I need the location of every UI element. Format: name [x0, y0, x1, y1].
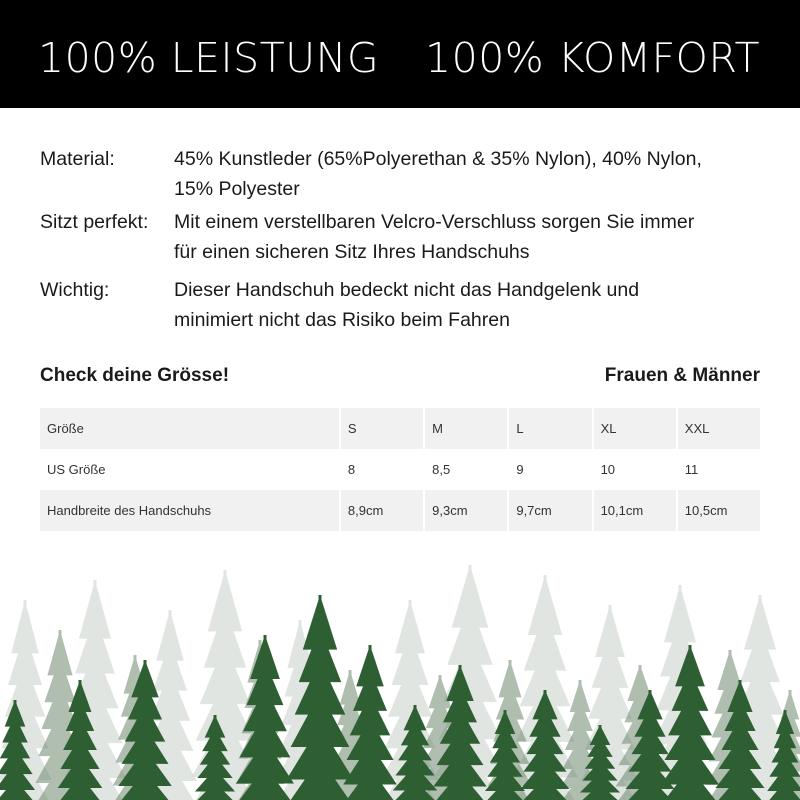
- pine-tree: [518, 690, 573, 800]
- headline-banner: [0, 0, 800, 108]
- table-cell: 9,3cm: [424, 490, 508, 531]
- table-cell: S: [340, 408, 424, 449]
- spec-value-line: 15% Polyester: [174, 178, 300, 200]
- table-row: [40, 408, 760, 449]
- size-table: [40, 408, 760, 531]
- table-cell: XL: [593, 408, 677, 449]
- size-check-heading: Check deine Grösse!: [40, 365, 230, 386]
- table-row: [40, 449, 760, 490]
- spec-value: [174, 144, 774, 204]
- spec-value-line: Mit einem verstellbaren Velcro-Verschluss sorgen Sie immer: [174, 211, 695, 233]
- table-cell: Handbreite des Handschuhs: [40, 490, 340, 531]
- table-cell: Größe: [40, 408, 340, 449]
- table-cell: 10: [593, 449, 677, 490]
- table-cell: 10,5cm: [677, 490, 760, 531]
- spec-value-line: Dieser Handschuh bedeckt nicht das Handgelenk und: [174, 279, 640, 301]
- pine-forest-illustration: [0, 560, 800, 800]
- spec-label: Material:: [40, 148, 115, 170]
- spec-value: [174, 275, 774, 335]
- table-cell: 9: [508, 449, 592, 490]
- table-cell: 8: [340, 449, 424, 490]
- table-cell: M: [424, 408, 508, 449]
- banner-comfort-text: 100% KOMFORT: [425, 34, 760, 82]
- table-cell: L: [508, 408, 592, 449]
- audience-label: Frauen & Männer: [604, 365, 760, 386]
- spec-label: Wichtig:: [40, 279, 110, 301]
- table-cell: 9,7cm: [508, 490, 592, 531]
- table-row: [40, 490, 760, 531]
- spec-label: Sitzt perfekt:: [40, 211, 149, 233]
- table-cell: 8,9cm: [340, 490, 424, 531]
- table-cell: XXL: [677, 408, 760, 449]
- banner-performance-text: 100% LEISTUNG: [38, 34, 380, 82]
- spec-value-line: für einen sicheren Sitz Ihres Handschuhs: [174, 241, 530, 263]
- spec-value-line: 45% Kunstleder (65%Polyerethan & 35% Nylon), 40% Nylon,: [174, 148, 702, 170]
- table-cell: US Größe: [47, 462, 106, 477]
- spec-value: [174, 207, 774, 267]
- table-cell: 8,5: [424, 449, 508, 490]
- table-cell: 11: [677, 449, 760, 490]
- table-cell: 10,1cm: [593, 490, 677, 531]
- spec-value-line: minimiert nicht das Risiko beim Fahren: [174, 309, 510, 331]
